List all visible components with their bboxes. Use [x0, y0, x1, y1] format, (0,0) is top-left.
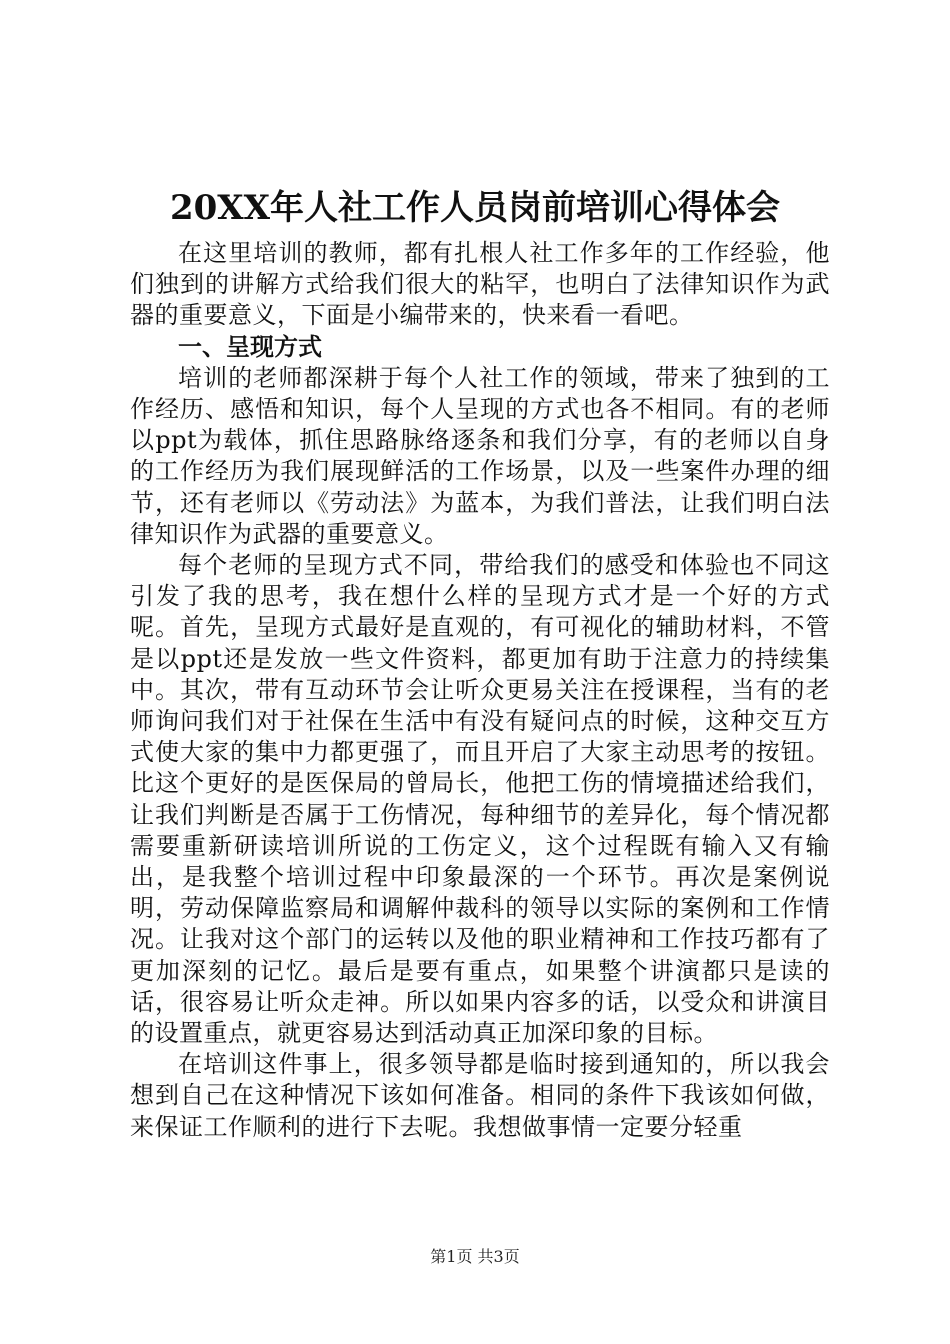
body-paragraph: 每个老师的呈现方式不同，带给我们的感受和体验也不同这引发了我的思考，我在想什么样的呈现方式才是一个好的方式呢。首先，呈现方式最好是直观的，有可视化的辅助材料，不管是以ppt还是发放一些文件资料，都更加有助于注意力的持续集中。其次，带有互动环节会让听众更易关注在授课程，当有的老师询问我们对于社保在生活中有没有疑问点的时候，这种交互方式使大家的集中力都更强了，而且开启了大家主动思考的按钮。比这个更好的是医保局的曾局长，他把工伤的情境描述给我们，让我们判断是否属于工伤情况，每种细节的差异化，每个情况都需要重新研读培训所说的工伤定义，这个过程既有输入又有输出，是我整个培训过程中印象最深的一个环节。再次是案例说明，劳动保障监察局和调解仲裁科的领导以实际的案例和工作情况。让我对这个部门的运转以及他的职业精神和工作技巧都有了更加深刻的记忆。最后是要有重点，如果整个讲演都只是读的话，很容易让听众走神。所以如果内容多的话，以受众和讲演目的设置重点，就更容易达到活动真正加深印象的目标。: [130, 551, 830, 1048]
document-body: [130, 238, 830, 1143]
document-title: 20XX年人社工作人员岗前培训心得体会: [169, 188, 781, 228]
body-paragraph: 培训的老师都深耕于每个人社工作的领域，带来了独到的工作经历、感悟和知识，每个人呈现的方式也各不相同。有的老师以ppt为载体，抓住思路脉络逐条和我们分享，有的老师以自身的工作经历为我们展现鲜活的工作场景，以及一些案件办理的细节，还有老师以《劳动法》为蓝本，为我们普法，让我们明白法律知识作为武器的重要意义。: [130, 363, 830, 548]
page-number-footer: 第1页 共3页: [430, 1247, 520, 1266]
body-paragraph: 在培训这件事上，很多领导都是临时接到通知的，所以我会想到自己在这种情况下该如何准备。相同的条件下我该如何做，来保证工作顺利的进行下去呢。我想做事情一定要分轻重: [130, 1050, 830, 1141]
section-heading: 一、呈现方式: [178, 332, 322, 361]
intro-paragraph: 在这里培训的教师，都有扎根人社工作多年的工作经验，他们独到的讲解方式给我们很大的粘罕，也明白了法律知识作为武器的重要意义，下面是小编带来的，快来看一看吧。: [130, 239, 830, 330]
